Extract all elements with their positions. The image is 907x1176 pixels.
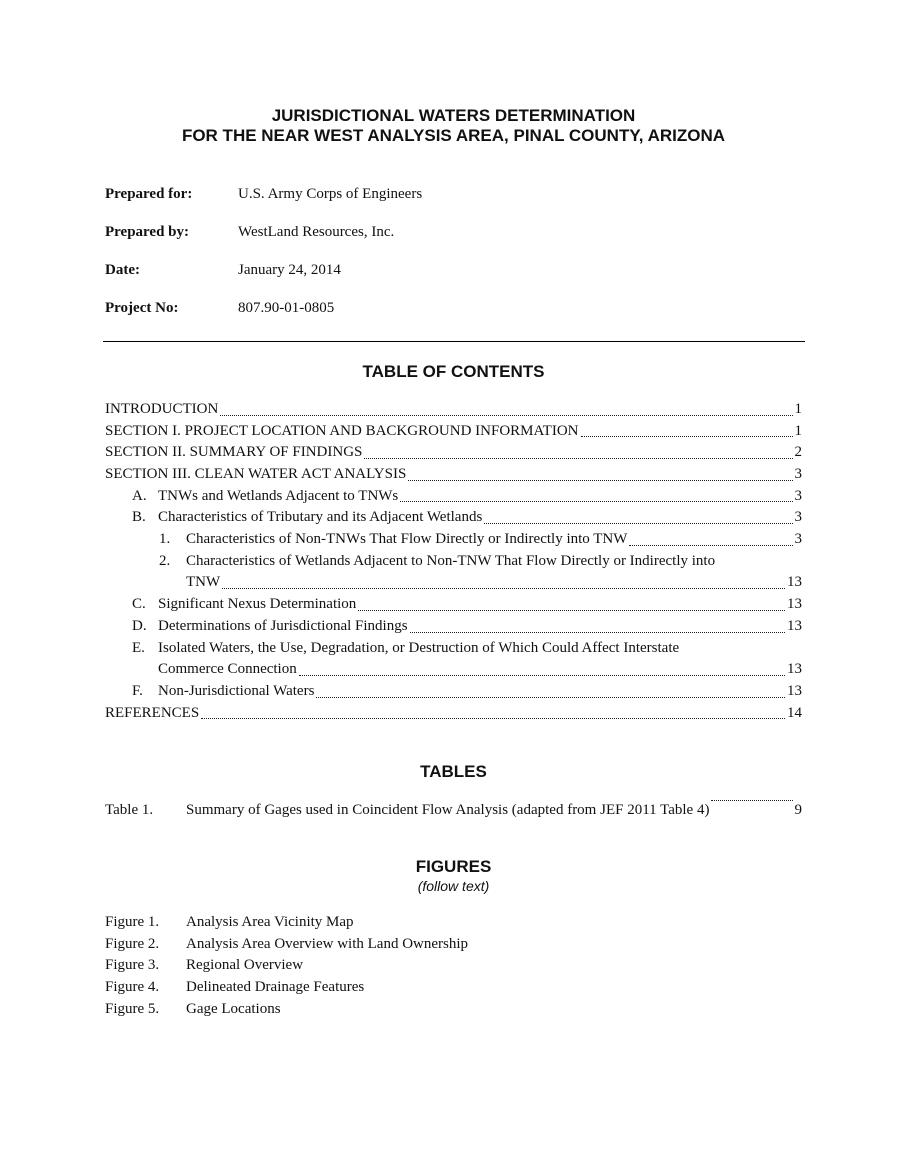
dot-leader [299, 675, 785, 676]
figure-label: Delineated Drainage Features [186, 979, 365, 996]
horizontal-rule [103, 341, 805, 342]
meta-value: U.S. Army Corps of Engineers [238, 186, 423, 202]
toc-entry-page: 13 [787, 661, 802, 678]
toc-entry-label-continued: Commerce Connection [158, 661, 297, 678]
meta-label: Prepared by: [105, 224, 190, 240]
figure-number: Figure 2. [105, 935, 160, 952]
meta-row-project-no [105, 300, 422, 338]
figure-label: Gage Locations [186, 1000, 281, 1017]
toc-entry-page: 14 [787, 704, 802, 721]
figure-list-entry[interactable] [105, 999, 468, 1021]
tables-heading: TABLES [420, 762, 487, 781]
table-page: 9 [794, 802, 802, 818]
toc-entry-label: Characteristics of Non-TNWs That Flow Directly or Indirectly into TNW [186, 531, 628, 548]
toc-entry-number: D. [132, 617, 147, 634]
toc-entry-number: B. [132, 509, 146, 526]
toc-entry-label: SECTION I. PROJECT LOCATION AND BACKGROUND INFORMATION [105, 422, 579, 439]
figure-list-entry[interactable] [105, 977, 468, 999]
toc-entry-page: 13 [787, 574, 802, 591]
dot-leader [484, 523, 792, 524]
toc-entry-label: Characteristics of Wetlands Adjacent to Non-TNW That Flow Directly or Indirectly into [186, 552, 716, 569]
meta-label: Date: [105, 262, 140, 278]
figure-list-entry[interactable] [105, 934, 468, 956]
title-line-2: FOR THE NEAR WEST ANALYSIS AREA, PINAL COUNTY, ARIZONA [181, 126, 726, 145]
figure-number: Figure 5. [105, 1000, 160, 1017]
toc-entry[interactable] [105, 638, 802, 681]
toc-entry[interactable] [105, 399, 802, 421]
figure-list-entry[interactable] [105, 912, 468, 934]
toc-entry[interactable] [105, 529, 802, 551]
toc-entry-label: INTRODUCTION [105, 400, 219, 417]
meta-label: Prepared for: [105, 186, 193, 202]
figures-note: (follow text) [417, 878, 490, 894]
figure-label: Regional Overview [186, 957, 304, 974]
dot-leader [629, 545, 792, 546]
title-line-1: JURISDICTIONAL WATERS DETERMINATION [271, 106, 636, 125]
meta-value: January 24, 2014 [238, 262, 341, 278]
dot-leader [581, 436, 793, 437]
toc-entry-page: 3 [794, 466, 802, 483]
toc-entry-page: 3 [794, 487, 802, 504]
dot-leader [316, 697, 785, 698]
toc-entry[interactable] [105, 486, 802, 508]
figure-number: Figure 1. [105, 914, 160, 930]
figure-number: Figure 3. [105, 957, 160, 974]
figure-label: Analysis Area Overview with Land Ownership [186, 935, 469, 952]
figure-list-entry[interactable] [105, 955, 468, 977]
toc-entry-page: 2 [794, 444, 802, 461]
toc-entry-page: 3 [794, 531, 802, 548]
toc-entry[interactable] [105, 681, 802, 703]
dot-leader [408, 480, 792, 481]
toc-entry-number: E. [132, 639, 145, 656]
table-number: Table 1. [105, 802, 154, 818]
toc-entry-page: 1 [794, 422, 802, 439]
toc-entry-number: 1. [159, 531, 171, 548]
table-of-contents [105, 399, 802, 724]
toc-entry-page: 13 [787, 682, 802, 699]
dot-leader [410, 632, 785, 633]
figure-number: Figure 4. [105, 979, 160, 996]
figure-list [105, 912, 468, 1020]
toc-entry[interactable] [105, 421, 802, 443]
toc-entry-label: Significant Nexus Determination [158, 596, 357, 613]
meta-row-date [105, 262, 422, 300]
toc-entry-label: REFERENCES [105, 704, 200, 721]
toc-entry-page: 13 [787, 596, 802, 613]
toc-entry-label: Characteristics of Tributary and its Adjacent Wetlands [158, 509, 483, 526]
table-list-entry[interactable] [105, 800, 802, 821]
toc-entry-page: 13 [787, 617, 802, 634]
toc-entry-label: SECTION II. SUMMARY OF FINDINGS [105, 444, 363, 461]
toc-entry-number: A. [132, 487, 147, 504]
dot-leader [201, 718, 785, 719]
toc-entry-label: Determinations of Jurisdictional Findings [158, 617, 408, 634]
document-title [0, 106, 907, 146]
toc-entry-page: 3 [794, 509, 802, 526]
figure-label: Analysis Area Vicinity Map [186, 914, 354, 930]
meta-value: WestLand Resources, Inc. [238, 224, 395, 240]
dot-leader [220, 415, 792, 416]
toc-entry[interactable] [105, 551, 802, 594]
document-metadata [105, 186, 422, 338]
toc-entry[interactable] [105, 464, 802, 486]
dot-leader [222, 588, 785, 589]
dot-leader [711, 800, 792, 801]
toc-entry[interactable] [105, 703, 802, 725]
table-label: Summary of Gages used in Coincident Flow Analysis (adapted from JEF 2011 Table 4) [186, 802, 710, 818]
meta-value: 807.90-01-0805 [238, 300, 335, 316]
toc-entry[interactable] [105, 594, 802, 616]
meta-label: Project No: [105, 300, 179, 316]
toc-entry-label: Isolated Waters, the Use, Degradation, or Destruction of Which Could Affect Interstate [158, 639, 680, 656]
toc-entry[interactable] [105, 442, 802, 464]
figures-heading: FIGURES [415, 857, 492, 876]
toc-entry[interactable] [105, 616, 802, 638]
dot-leader [358, 610, 785, 611]
toc-entry[interactable] [105, 507, 802, 529]
toc-entry-label-continued: TNW [186, 574, 221, 591]
meta-row-prepared-by [105, 224, 422, 262]
toc-entry-label: TNWs and Wetlands Adjacent to TNWs [158, 487, 399, 504]
toc-heading: TABLE OF CONTENTS [362, 362, 545, 381]
toc-entry-label: SECTION III. CLEAN WATER ACT ANALYSIS [105, 466, 407, 483]
toc-entry-number: C. [132, 596, 146, 613]
toc-entry-number: 2. [159, 552, 171, 569]
toc-entry-page: 1 [794, 400, 802, 417]
dot-leader [400, 501, 792, 502]
dot-leader [364, 458, 792, 459]
toc-entry-label: Non-Jurisdictional Waters [158, 682, 315, 699]
toc-entry-number: F. [132, 682, 143, 699]
meta-row-prepared-for [105, 186, 422, 224]
